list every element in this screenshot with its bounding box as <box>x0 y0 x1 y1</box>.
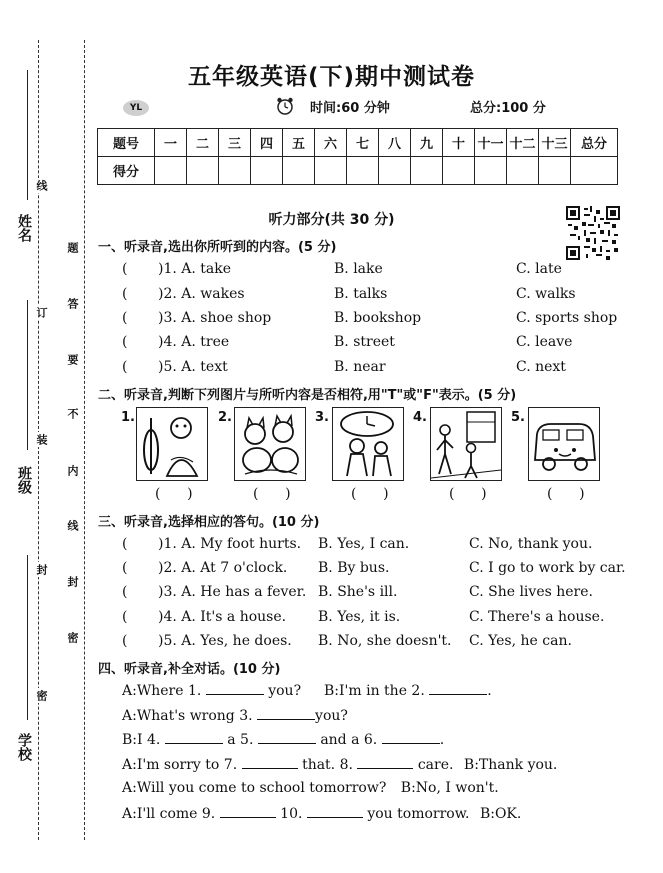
picture-2-answer[interactable]: ( ) <box>253 486 291 502</box>
option-b: B. She's ill. <box>318 584 398 600</box>
dialogue-line-5 <box>122 780 499 796</box>
warn-char-1: 题 <box>66 242 79 253</box>
answer-bracket[interactable]: ( <box>122 286 128 302</box>
answer-bracket[interactable]: ( <box>122 609 128 625</box>
score-cell: 四 <box>251 129 283 157</box>
score-input-cell[interactable] <box>443 157 475 185</box>
option-c: C. walks <box>516 286 576 302</box>
walking-illustration <box>431 408 501 480</box>
dialogue-text: B:I'm in the 2. <box>324 683 425 699</box>
warn-char-2: 答 <box>66 298 79 309</box>
warn-char-3: 要 <box>66 354 79 365</box>
dialogue-text: A:I'll come 9. <box>122 806 216 822</box>
dialogue-text: B:Thank you. <box>463 757 558 773</box>
dialogue-text: you? <box>315 708 348 724</box>
picture-5-bus <box>528 407 600 481</box>
s1-question-5 <box>122 359 642 379</box>
score-input-cell[interactable] <box>411 157 443 185</box>
dialogue-text: . <box>439 732 445 748</box>
answer-bracket[interactable]: ( <box>122 261 128 277</box>
option-c: C. Yes, he can. <box>469 633 572 649</box>
s3-question-3 <box>122 584 642 604</box>
s3-question-4 <box>122 609 642 629</box>
score-cell: 三 <box>219 129 251 157</box>
score-input-cell[interactable] <box>571 157 618 185</box>
question-stem: )1. A. My foot hurts. <box>158 536 302 552</box>
picture-1-girl-with-violin <box>136 407 208 481</box>
score-table-score-row <box>98 157 618 185</box>
picture-2-cat-family <box>234 407 306 481</box>
score-input-cell[interactable] <box>155 157 187 185</box>
clock-people-illustration <box>333 408 403 480</box>
score-input-cell[interactable] <box>507 157 539 185</box>
answer-bracket[interactable]: ( <box>122 310 128 326</box>
dialogue-text: 10. <box>280 806 303 822</box>
warn-char-8: 密 <box>66 632 79 643</box>
publisher-badge: YL <box>123 100 149 116</box>
question-stem: )2. A. wakes <box>158 286 245 302</box>
picture-3-clock-and-people <box>332 407 404 481</box>
girl-violin-illustration <box>137 408 207 480</box>
picture-5-answer[interactable]: ( ) <box>547 486 585 502</box>
option-c: C. late <box>516 261 562 277</box>
dialogue-text: that. 8. <box>302 757 353 773</box>
s1-question-3 <box>122 310 642 330</box>
dialogue-text: you tomorrow. <box>367 806 470 822</box>
picture-1-answer[interactable]: ( ) <box>155 486 193 502</box>
option-c: C. There's a house. <box>469 609 605 625</box>
score-cell: 十二 <box>507 129 539 157</box>
dialogue-line-4 <box>122 756 557 773</box>
score-row-label: 得分 <box>98 157 155 185</box>
score-cell: 五 <box>283 129 315 157</box>
dialogue-line-2 <box>122 707 348 724</box>
listening-part-title: 听力部分(共 30 分) <box>268 212 395 228</box>
score-cell: 一 <box>155 129 187 157</box>
answer-bracket[interactable]: ( <box>122 584 128 600</box>
question-stem: )2. A. At 7 o'clock. <box>158 560 288 576</box>
blank-4[interactable] <box>165 731 223 744</box>
option-c: C. She lives here. <box>469 584 593 600</box>
alarm-clock-icon <box>275 96 295 116</box>
dialogue-text: and a 6. <box>320 732 378 748</box>
seal-char-3: 装 <box>35 434 48 445</box>
warn-char-5: 内 <box>66 465 79 476</box>
warn-char-7: 封 <box>66 576 79 587</box>
answer-bracket[interactable]: ( <box>122 633 128 649</box>
section4-title: 四、听录音,补全对话。(10 分) <box>98 662 281 677</box>
score-input-cell[interactable] <box>219 157 251 185</box>
cats-illustration <box>235 408 305 480</box>
s3-question-2 <box>122 560 642 580</box>
blank-9[interactable] <box>220 805 276 818</box>
question-stem: )4. A. tree <box>158 334 230 350</box>
score-input-cell[interactable] <box>475 157 507 185</box>
dialogue-text: a 5. <box>227 732 254 748</box>
name-label: 姓名 <box>16 214 32 242</box>
seal-char-2: 订 <box>35 307 48 318</box>
blank-10[interactable] <box>307 805 363 818</box>
class-blank[interactable] <box>27 300 28 450</box>
score-input-cell[interactable] <box>379 157 411 185</box>
s1-question-4 <box>122 334 642 354</box>
option-b: B. By bus. <box>318 560 390 576</box>
picture-4-people-walking <box>430 407 502 481</box>
score-cell: 十一 <box>475 129 507 157</box>
picture-number: 2. <box>218 410 232 425</box>
score-input-cell[interactable] <box>315 157 347 185</box>
blank-1[interactable] <box>206 682 264 695</box>
question-stem: )5. A. Yes, he does. <box>158 633 292 649</box>
score-input-cell[interactable] <box>347 157 379 185</box>
picture-number: 5. <box>511 410 525 425</box>
option-b: B. near <box>334 359 386 375</box>
dialogue-text: B:I 4. <box>122 732 161 748</box>
section3-title: 三、听录音,选择相应的答句。(10 分) <box>98 515 320 530</box>
score-cell: 十三 <box>539 129 571 157</box>
score-cell: 九 <box>411 129 443 157</box>
warn-char-4: 不 <box>66 408 79 419</box>
section2-title: 二、听录音,判断下列图片与所听内容是否相符,用"T"或"F"表示。(5 分) <box>98 388 517 403</box>
picture-number: 4. <box>413 410 427 425</box>
seal-char-1: 线 <box>35 180 48 191</box>
picture-4-answer[interactable]: ( ) <box>449 486 487 502</box>
question-stem: )1. A. take <box>158 261 232 277</box>
score-input-cell[interactable] <box>283 157 315 185</box>
score-cell: 八 <box>379 129 411 157</box>
score-cell: 六 <box>315 129 347 157</box>
option-c: C. next <box>516 359 566 375</box>
dialogue-text: . <box>487 683 492 699</box>
dialogue-text: A:What's wrong 3. <box>122 708 253 724</box>
s3-question-5 <box>122 633 642 653</box>
dialogue-line-6 <box>122 805 521 822</box>
score-cell: 十 <box>443 129 475 157</box>
class-label: 班级 <box>16 466 32 494</box>
picture-3-answer[interactable]: ( ) <box>351 486 389 502</box>
option-c: C. sports shop <box>516 310 618 326</box>
option-c: C. leave <box>516 334 573 350</box>
question-stem: )5. A. text <box>158 359 228 375</box>
blank-2[interactable] <box>429 682 487 695</box>
exam-title: 五年级英语(下)期中测试卷 <box>187 64 476 90</box>
option-c: C. I go to work by car. <box>469 560 626 576</box>
qr-code-icon[interactable] <box>566 206 620 260</box>
dialogue-text: care. <box>417 757 454 773</box>
school-label: 学校 <box>16 733 32 761</box>
dialogue-text: B:No, I won't. <box>400 780 499 796</box>
option-b: B. No, she doesn't. <box>318 633 452 649</box>
section1-title: 一、听录音,选出你所听到的内容。(5 分) <box>98 240 337 255</box>
blank-5[interactable] <box>258 731 316 744</box>
dialogue-line-3 <box>122 731 444 748</box>
option-c: C. No, thank you. <box>469 536 593 552</box>
picture-number: 3. <box>315 410 329 425</box>
blank-6[interactable] <box>382 731 440 744</box>
answer-bracket[interactable]: ( <box>122 536 128 552</box>
score-input-cell[interactable] <box>187 157 219 185</box>
dialogue-line-1 <box>122 682 492 699</box>
score-cell: 总分 <box>571 129 618 157</box>
seal-char-4: 封 <box>35 564 48 575</box>
question-stem: )3. A. shoe shop <box>158 310 272 326</box>
answer-bracket[interactable]: ( <box>122 560 128 576</box>
school-blank[interactable] <box>27 555 28 720</box>
warn-char-6: 线 <box>66 520 79 531</box>
score-input-cell[interactable] <box>251 157 283 185</box>
fold-line-inner <box>84 40 85 840</box>
s1-question-2 <box>122 286 642 306</box>
score-cell: 七 <box>347 129 379 157</box>
option-b: B. bookshop <box>334 310 422 326</box>
dialogue-text: A:I'm sorry to 7. <box>122 757 238 773</box>
blank-8[interactable] <box>357 756 413 769</box>
s3-question-1 <box>122 536 642 556</box>
picture-number: 1. <box>121 410 135 425</box>
dialogue-text: B:OK. <box>479 806 522 822</box>
dialogue-text: you? <box>268 683 302 699</box>
s1-question-1 <box>122 261 642 281</box>
score-table <box>97 128 618 185</box>
seal-char-5: 密 <box>35 690 48 701</box>
total-score-info: 总分:100 分 <box>470 101 546 116</box>
option-b: B. Yes, I can. <box>318 536 410 552</box>
question-stem: )4. A. It's a house. <box>158 609 287 625</box>
answer-bracket[interactable]: ( <box>122 334 128 350</box>
question-stem: )3. A. He has a fever. <box>158 584 307 600</box>
score-input-cell[interactable] <box>539 157 571 185</box>
option-b: B. lake <box>334 261 383 277</box>
option-b: B. street <box>334 334 395 350</box>
blank-3[interactable] <box>257 707 315 720</box>
dialogue-text: A:Where 1. <box>122 683 202 699</box>
dialogue-text: A:Will you come to school tomorrow? <box>122 780 387 796</box>
score-cell: 二 <box>187 129 219 157</box>
time-info: 时间:60 分钟 <box>310 101 390 116</box>
bus-illustration <box>529 408 599 480</box>
blank-7[interactable] <box>242 756 298 769</box>
option-b: B. Yes, it is. <box>318 609 401 625</box>
answer-bracket[interactable]: ( <box>122 359 128 375</box>
option-b: B. talks <box>334 286 388 302</box>
score-table-header-row <box>98 129 618 157</box>
score-cell: 题号 <box>98 129 155 157</box>
